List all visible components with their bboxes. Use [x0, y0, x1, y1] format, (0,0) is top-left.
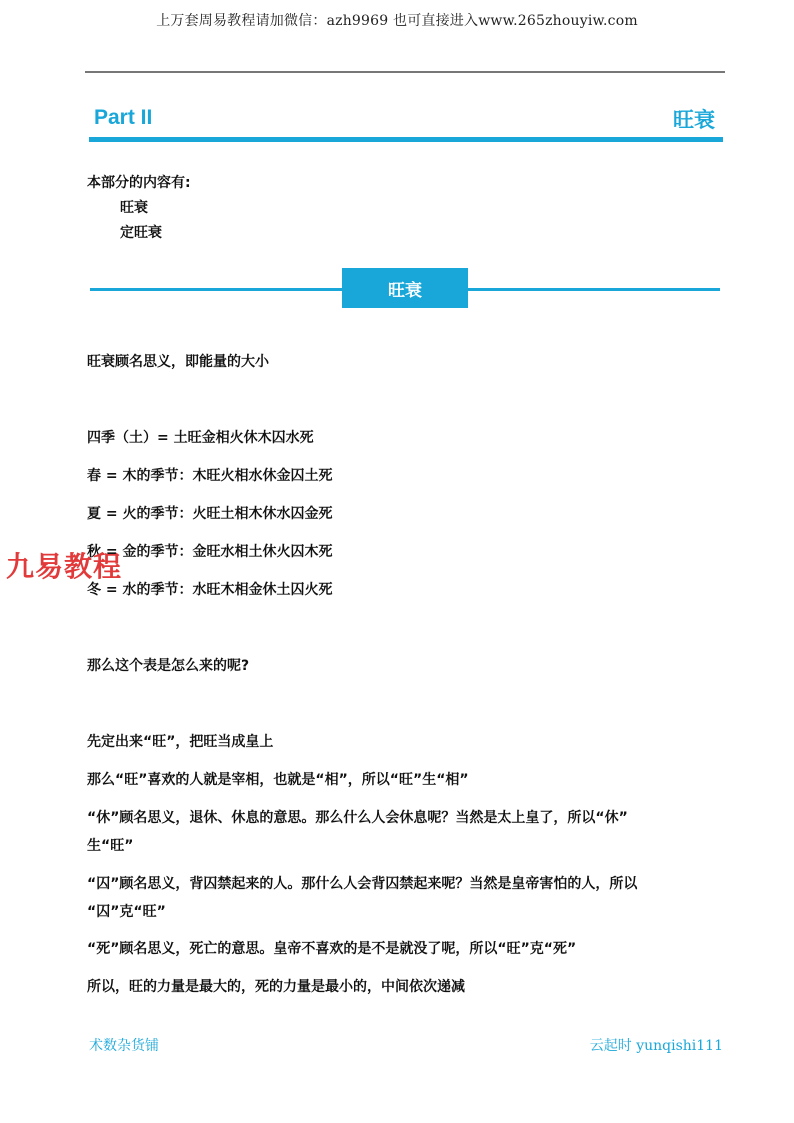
part-underline — [89, 137, 723, 142]
top-banner: 上万套周易教程请加微信：azh9969 也可直接进入www.265zhouyiw.com — [156, 13, 638, 29]
body-line: 四季（土）= 土旺金相火休木囚水死 — [87, 430, 314, 446]
body-line: 秋 = 金的季节：金旺水相土休火囚木死 — [87, 544, 333, 560]
body-line: 那么“旺”喜欢的人就是宰相，也就是“相”，所以“旺”生“相” — [87, 772, 469, 788]
body-line: 所以，旺的力量是最大的，死的力量是最小的，中间依次递减 — [87, 979, 465, 995]
body-line: 那么这个表是怎么来的呢? — [87, 658, 250, 674]
section-line-left — [90, 288, 342, 291]
section-line-right — [468, 288, 720, 291]
footer-left: 术数杂货铺 — [89, 1038, 159, 1054]
contents-item: 定旺衰 — [120, 225, 162, 241]
contents-heading: 本部分的内容有: — [87, 175, 191, 191]
body-line: 生“旺” — [87, 838, 134, 854]
footer-right: 云起时 yunqishi111 — [589, 1038, 723, 1054]
part-label: Part II — [94, 106, 153, 129]
body-line: “休”顾名思义，退休、休息的意思。那么什么人会休息呢？当然是太上皇了，所以“休” — [87, 810, 628, 826]
body-line: 先定出来“旺”，把旺当成皇上 — [87, 734, 274, 750]
watermark: 九易教程 — [6, 550, 123, 583]
section-title: 旺衰 — [342, 268, 468, 308]
body-line: 冬 = 水的季节：水旺木相金休土囚火死 — [87, 582, 333, 598]
top-divider — [85, 71, 725, 73]
body-line: “囚”顾名思义，背囚禁起来的人。那什么人会背囚禁起来呢？当然是皇帝害怕的人，所以 — [87, 876, 638, 892]
body-line: 春 = 木的季节：木旺火相水休金囚土死 — [87, 468, 333, 484]
body-line: 夏 = 火的季节：火旺土相木休水囚金死 — [87, 506, 333, 522]
contents-item: 旺衰 — [120, 200, 148, 216]
body-line: “囚”克“旺” — [87, 904, 166, 920]
body-line: “死”顾名思义，死亡的意思。皇帝不喜欢的是不是就没了呢，所以“旺”克“死” — [87, 941, 577, 957]
body-line: 旺衰顾名思义，即能量的大小 — [87, 354, 269, 370]
part-name: 旺衰 — [673, 108, 715, 132]
